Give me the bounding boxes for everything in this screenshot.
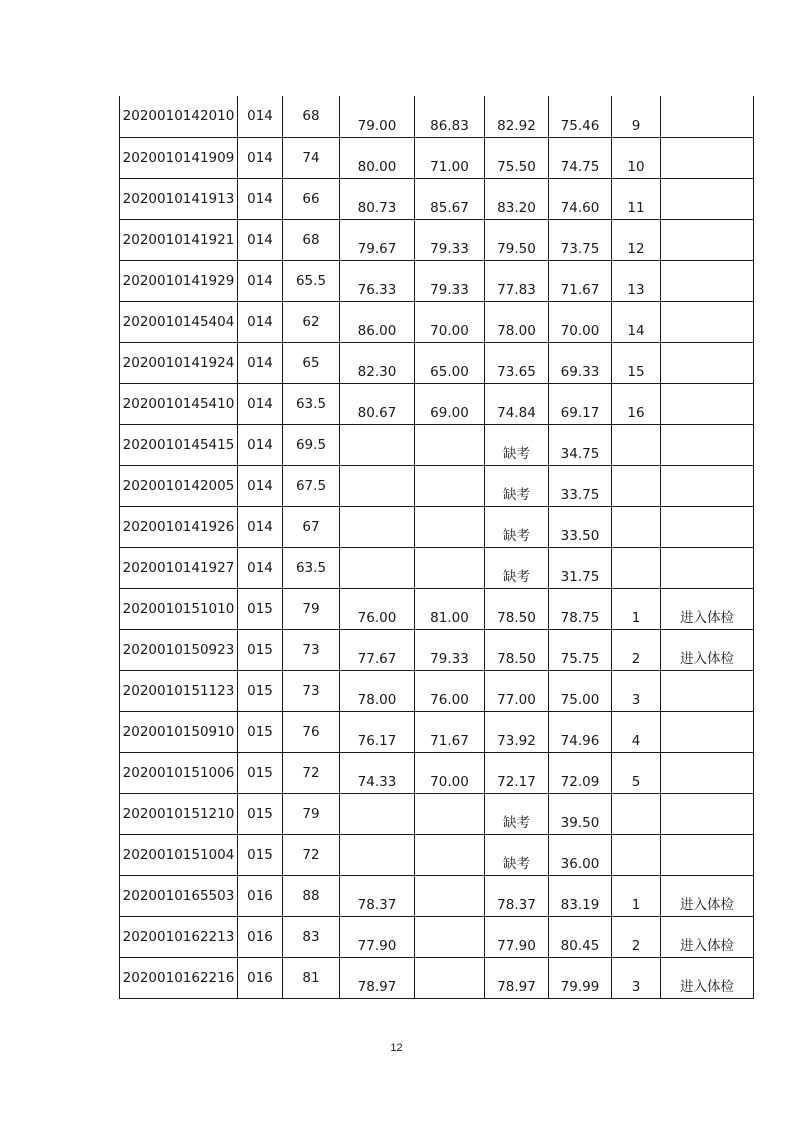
interview-score-2-cell (415, 547, 485, 588)
rank-cell: 10 (612, 137, 661, 178)
post-code-cell: 014 (238, 547, 283, 588)
interview-score-2-cell (415, 506, 485, 547)
candidate-id-cell: 2020010141909 (120, 137, 238, 178)
interview-score-2-cell: 65.00 (415, 342, 485, 383)
candidate-id-cell: 2020010151123 (120, 670, 238, 711)
note-cell (661, 752, 754, 793)
total-score-cell: 39.50 (549, 793, 612, 834)
table-row (120, 875, 754, 916)
table-row (120, 260, 754, 301)
written-score-cell: 79 (283, 588, 340, 629)
written-score-cell: 68 (283, 96, 340, 137)
post-code-cell: 015 (238, 793, 283, 834)
written-score-cell: 67 (283, 506, 340, 547)
rank-cell (612, 506, 661, 547)
rank-cell (612, 793, 661, 834)
interview-average-cell: 79.50 (485, 219, 549, 260)
rank-cell: 16 (612, 383, 661, 424)
interview-score-1-cell: 79.00 (340, 96, 415, 137)
post-code-cell: 015 (238, 588, 283, 629)
interview-score-2-cell (415, 465, 485, 506)
written-score-cell: 76 (283, 711, 340, 752)
total-score-cell: 75.46 (549, 96, 612, 137)
written-score-cell: 63.5 (283, 547, 340, 588)
interview-average-cell: 缺考 (485, 793, 549, 834)
interview-average-cell: 82.92 (485, 96, 549, 137)
interview-score-1-cell (340, 834, 415, 875)
candidate-id-cell: 2020010145404 (120, 301, 238, 342)
interview-score-2-cell (415, 875, 485, 916)
interview-score-1-cell: 78.37 (340, 875, 415, 916)
interview-score-2-cell: 79.33 (415, 219, 485, 260)
table-row (120, 957, 754, 998)
table-row (120, 424, 754, 465)
table-row (120, 96, 754, 137)
note-cell: 进入体检 (661, 629, 754, 670)
table-row (120, 465, 754, 506)
table-row (120, 916, 754, 957)
interview-average-cell: 83.20 (485, 178, 549, 219)
note-cell (661, 424, 754, 465)
interview-average-cell: 78.97 (485, 957, 549, 998)
post-code-cell: 016 (238, 916, 283, 957)
score-table (119, 96, 754, 999)
total-score-cell: 78.75 (549, 588, 612, 629)
note-cell (661, 465, 754, 506)
interview-average-cell: 73.65 (485, 342, 549, 383)
interview-score-2-cell: 79.33 (415, 260, 485, 301)
interview-score-1-cell: 86.00 (340, 301, 415, 342)
rank-cell: 15 (612, 342, 661, 383)
candidate-id-cell: 2020010142010 (120, 96, 238, 137)
rank-cell: 2 (612, 916, 661, 957)
post-code-cell: 015 (238, 629, 283, 670)
interview-score-2-cell: 86.83 (415, 96, 485, 137)
interview-score-2-cell: 76.00 (415, 670, 485, 711)
written-score-cell: 63.5 (283, 383, 340, 424)
table-row (120, 834, 754, 875)
rank-cell: 12 (612, 219, 661, 260)
total-score-cell: 34.75 (549, 424, 612, 465)
table-row (120, 383, 754, 424)
interview-score-1-cell: 80.00 (340, 137, 415, 178)
post-code-cell: 014 (238, 137, 283, 178)
total-score-cell: 74.60 (549, 178, 612, 219)
note-cell (661, 301, 754, 342)
table-row (120, 506, 754, 547)
table-row (120, 219, 754, 260)
table-row (120, 301, 754, 342)
written-score-cell: 69.5 (283, 424, 340, 465)
candidate-id-cell: 2020010142005 (120, 465, 238, 506)
post-code-cell: 014 (238, 506, 283, 547)
interview-score-1-cell: 76.33 (340, 260, 415, 301)
candidate-id-cell: 2020010165503 (120, 875, 238, 916)
interview-score-1-cell: 76.00 (340, 588, 415, 629)
interview-score-1-cell: 80.67 (340, 383, 415, 424)
written-score-cell: 65.5 (283, 260, 340, 301)
interview-average-cell: 77.83 (485, 260, 549, 301)
note-cell (661, 547, 754, 588)
table-row (120, 342, 754, 383)
written-score-cell: 62 (283, 301, 340, 342)
rank-cell (612, 424, 661, 465)
post-code-cell: 014 (238, 178, 283, 219)
interview-score-2-cell: 69.00 (415, 383, 485, 424)
table-row (120, 670, 754, 711)
total-score-cell: 33.75 (549, 465, 612, 506)
post-code-cell: 014 (238, 301, 283, 342)
note-cell (661, 178, 754, 219)
candidate-id-cell: 2020010162213 (120, 916, 238, 957)
rank-cell (612, 547, 661, 588)
interview-score-2-cell (415, 424, 485, 465)
interview-score-1-cell (340, 547, 415, 588)
interview-average-cell: 73.92 (485, 711, 549, 752)
post-code-cell: 015 (238, 711, 283, 752)
table-row (120, 711, 754, 752)
written-score-cell: 65 (283, 342, 340, 383)
candidate-id-cell: 2020010151010 (120, 588, 238, 629)
interview-average-cell: 78.37 (485, 875, 549, 916)
total-score-cell: 75.75 (549, 629, 612, 670)
written-score-cell: 79 (283, 793, 340, 834)
total-score-cell: 71.67 (549, 260, 612, 301)
post-code-cell: 014 (238, 96, 283, 137)
interview-score-1-cell: 77.67 (340, 629, 415, 670)
interview-score-2-cell (415, 834, 485, 875)
interview-score-2-cell (415, 916, 485, 957)
interview-score-2-cell: 71.67 (415, 711, 485, 752)
table-body (120, 96, 754, 998)
rank-cell: 2 (612, 629, 661, 670)
total-score-cell: 75.00 (549, 670, 612, 711)
total-score-cell: 74.75 (549, 137, 612, 178)
note-cell (661, 137, 754, 178)
total-score-cell: 33.50 (549, 506, 612, 547)
table-row (120, 588, 754, 629)
table-row (120, 752, 754, 793)
total-score-cell: 74.96 (549, 711, 612, 752)
interview-score-2-cell: 71.00 (415, 137, 485, 178)
note-cell (661, 96, 754, 137)
candidate-id-cell: 2020010151004 (120, 834, 238, 875)
note-cell: 进入体检 (661, 588, 754, 629)
interview-average-cell: 77.00 (485, 670, 549, 711)
rank-cell: 1 (612, 875, 661, 916)
interview-score-1-cell (340, 465, 415, 506)
candidate-id-cell: 2020010141926 (120, 506, 238, 547)
table-row (120, 629, 754, 670)
note-cell (661, 670, 754, 711)
note-cell (661, 342, 754, 383)
written-score-cell: 72 (283, 752, 340, 793)
candidate-id-cell: 2020010141924 (120, 342, 238, 383)
written-score-cell: 74 (283, 137, 340, 178)
total-score-cell: 72.09 (549, 752, 612, 793)
note-cell (661, 834, 754, 875)
interview-average-cell: 缺考 (485, 506, 549, 547)
note-cell: 进入体检 (661, 957, 754, 998)
total-score-cell: 80.45 (549, 916, 612, 957)
note-cell (661, 506, 754, 547)
written-score-cell: 73 (283, 629, 340, 670)
candidate-id-cell: 2020010145410 (120, 383, 238, 424)
interview-average-cell: 75.50 (485, 137, 549, 178)
interview-average-cell: 77.90 (485, 916, 549, 957)
interview-score-1-cell: 78.97 (340, 957, 415, 998)
candidate-id-cell: 2020010151210 (120, 793, 238, 834)
rank-cell: 9 (612, 96, 661, 137)
rank-cell: 13 (612, 260, 661, 301)
total-score-cell: 73.75 (549, 219, 612, 260)
total-score-cell: 31.75 (549, 547, 612, 588)
post-code-cell: 014 (238, 465, 283, 506)
candidate-id-cell: 2020010141929 (120, 260, 238, 301)
rank-cell: 11 (612, 178, 661, 219)
interview-score-2-cell: 79.33 (415, 629, 485, 670)
candidate-id-cell: 2020010151006 (120, 752, 238, 793)
rank-cell: 4 (612, 711, 661, 752)
note-cell: 进入体检 (661, 916, 754, 957)
interview-score-1-cell: 80.73 (340, 178, 415, 219)
post-code-cell: 014 (238, 383, 283, 424)
note-cell (661, 260, 754, 301)
note-cell (661, 219, 754, 260)
candidate-id-cell: 2020010150923 (120, 629, 238, 670)
written-score-cell: 68 (283, 219, 340, 260)
interview-average-cell: 72.17 (485, 752, 549, 793)
interview-score-1-cell (340, 506, 415, 547)
note-cell: 进入体检 (661, 875, 754, 916)
post-code-cell: 015 (238, 670, 283, 711)
candidate-id-cell: 2020010141921 (120, 219, 238, 260)
total-score-cell: 69.17 (549, 383, 612, 424)
note-cell (661, 711, 754, 752)
post-code-cell: 016 (238, 875, 283, 916)
written-score-cell: 73 (283, 670, 340, 711)
written-score-cell: 67.5 (283, 465, 340, 506)
total-score-cell: 79.99 (549, 957, 612, 998)
rank-cell: 3 (612, 670, 661, 711)
interview-average-cell: 缺考 (485, 547, 549, 588)
table-row (120, 547, 754, 588)
interview-score-2-cell: 81.00 (415, 588, 485, 629)
interview-score-1-cell: 74.33 (340, 752, 415, 793)
interview-score-1-cell: 79.67 (340, 219, 415, 260)
interview-score-2-cell: 70.00 (415, 752, 485, 793)
written-score-cell: 66 (283, 178, 340, 219)
candidate-id-cell: 2020010141913 (120, 178, 238, 219)
rank-cell: 1 (612, 588, 661, 629)
total-score-cell: 70.00 (549, 301, 612, 342)
total-score-cell: 83.19 (549, 875, 612, 916)
interview-average-cell: 78.00 (485, 301, 549, 342)
written-score-cell: 81 (283, 957, 340, 998)
page-number: 12 (390, 1042, 403, 1054)
interview-score-2-cell (415, 793, 485, 834)
total-score-cell: 36.00 (549, 834, 612, 875)
interview-average-cell: 缺考 (485, 465, 549, 506)
interview-score-1-cell: 82.30 (340, 342, 415, 383)
interview-score-2-cell: 85.67 (415, 178, 485, 219)
written-score-cell: 83 (283, 916, 340, 957)
candidate-id-cell: 2020010145415 (120, 424, 238, 465)
interview-average-cell: 缺考 (485, 834, 549, 875)
rank-cell: 14 (612, 301, 661, 342)
candidate-id-cell: 2020010150910 (120, 711, 238, 752)
interview-score-1-cell: 76.17 (340, 711, 415, 752)
written-score-cell: 88 (283, 875, 340, 916)
total-score-cell: 69.33 (549, 342, 612, 383)
table-row (120, 793, 754, 834)
post-code-cell: 014 (238, 260, 283, 301)
interview-average-cell: 74.84 (485, 383, 549, 424)
rank-cell (612, 465, 661, 506)
rank-cell: 3 (612, 957, 661, 998)
interview-score-2-cell (415, 957, 485, 998)
post-code-cell: 014 (238, 424, 283, 465)
interview-average-cell: 缺考 (485, 424, 549, 465)
post-code-cell: 016 (238, 957, 283, 998)
candidate-id-cell: 2020010162216 (120, 957, 238, 998)
interview-score-1-cell (340, 793, 415, 834)
interview-score-1-cell (340, 424, 415, 465)
candidate-id-cell: 2020010141927 (120, 547, 238, 588)
rank-cell (612, 834, 661, 875)
table-row (120, 178, 754, 219)
interview-average-cell: 78.50 (485, 588, 549, 629)
interview-score-1-cell: 78.00 (340, 670, 415, 711)
post-code-cell: 015 (238, 834, 283, 875)
table-row (120, 137, 754, 178)
post-code-cell: 014 (238, 219, 283, 260)
note-cell (661, 793, 754, 834)
interview-average-cell: 78.50 (485, 629, 549, 670)
written-score-cell: 72 (283, 834, 340, 875)
interview-score-2-cell: 70.00 (415, 301, 485, 342)
post-code-cell: 014 (238, 342, 283, 383)
rank-cell: 5 (612, 752, 661, 793)
post-code-cell: 015 (238, 752, 283, 793)
note-cell (661, 383, 754, 424)
interview-score-1-cell: 77.90 (340, 916, 415, 957)
